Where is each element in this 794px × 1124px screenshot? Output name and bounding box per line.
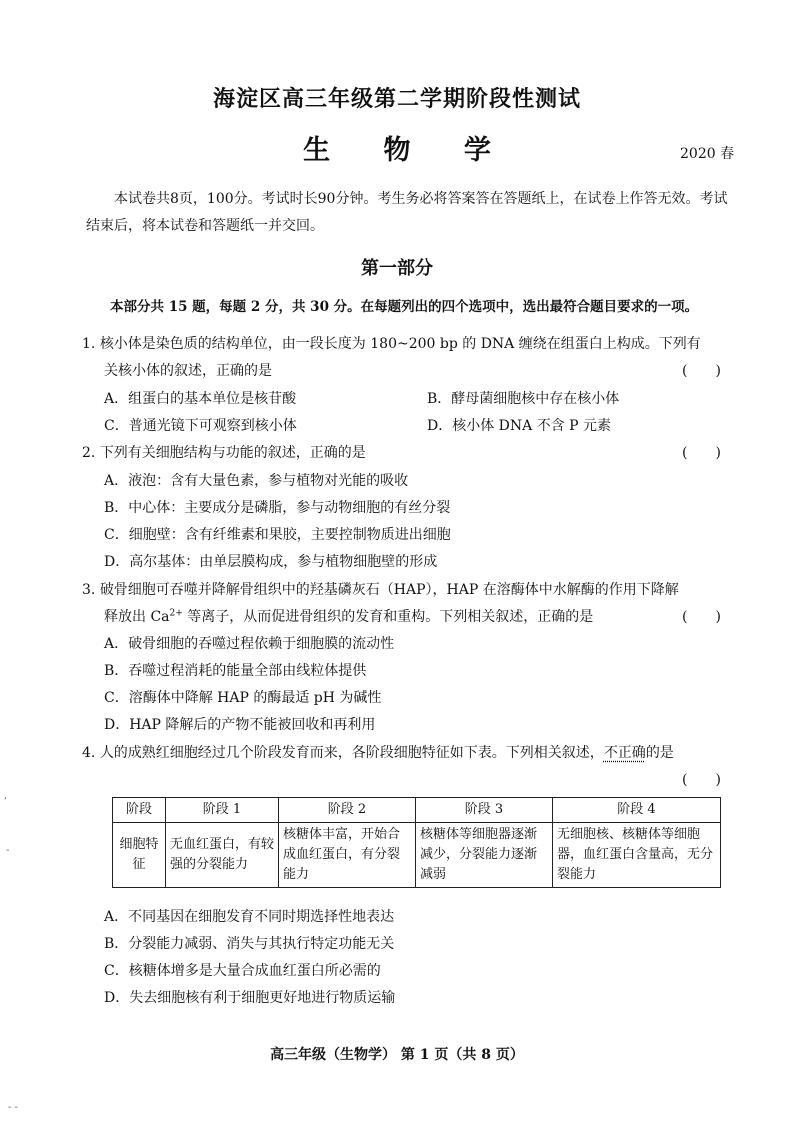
emphasis-text: 不正确 xyxy=(603,745,646,761)
table-header: 阶段 2 xyxy=(279,798,416,823)
question-text: 核小体是染色质的结构单位，由一段长度为 180~200 bp 的 DNA 缠绕在组蛋白上构成。下列有 xyxy=(99,336,701,352)
question-1-stem-line2: 关核小体的叙述，正确的是 xyxy=(104,363,272,379)
table-row xyxy=(113,823,721,888)
question-text: 人的成熟红细胞经过几个阶段发育而来，各阶段细胞特征如下表。下列相关叙述， xyxy=(99,745,604,761)
question-4-option-b: B．分裂能力减弱、消失与其执行特定功能无关 xyxy=(104,936,395,952)
question-text: 等离子，从而促进骨组织的发育和重构。下列相关叙述，正确的是 xyxy=(182,609,594,625)
question-number: 4. xyxy=(82,745,96,761)
subject-title: 生 物 学 xyxy=(303,135,513,166)
question-3-option-b: B．吞噬过程消耗的能量全部由线粒体提供 xyxy=(104,663,367,679)
scan-mark: , xyxy=(4,790,8,801)
question-1-option-d: D．核小体 DNA 不含 P 元素 xyxy=(427,418,612,434)
question-1-option-a: A．组蛋白的基本单位是核苷酸 xyxy=(104,391,297,407)
superscript-charge: 2+ xyxy=(169,608,183,619)
question-4-option-d: D．失去细胞核有利于细胞更好地进行物质运输 xyxy=(104,990,396,1006)
table-header: 阶段 4 xyxy=(553,798,721,823)
answer-paren: ( ) xyxy=(682,363,721,379)
question-text: 下列有关细胞结构与功能的叙述，正确的是 xyxy=(99,445,366,461)
exam-intro: 本试卷共8页，100分。考试时长90分钟。考生务必将答案答在答题纸上，在试卷上作答无效。考试结束后，将本试卷和答题纸一并交回。 xyxy=(86,191,728,234)
question-3-option-a: A．破骨细胞的吞噬过程依赖于细胞膜的流动性 xyxy=(104,636,395,652)
answer-paren: ( ) xyxy=(682,609,721,625)
table-header-row xyxy=(113,798,721,823)
question-2-option-c: C．细胞壁：含有纤维素和果胶，主要控制物质进出细胞 xyxy=(104,527,451,543)
question-1-option-c: C．普通光镜下可观察到核小体 xyxy=(104,418,297,434)
table-cell: 无细胞核、核糖体等细胞器，血红蛋白含量高，无分裂能力 xyxy=(553,823,721,888)
scan-mark: - - xyxy=(8,1102,18,1113)
question-4-stem xyxy=(82,742,674,762)
table-cell: 核糖体丰富，开始合成血红蛋白，有分裂能力 xyxy=(279,823,416,888)
table-cell: 核糖体等细胞器逐渐减少，分裂能力逐渐减弱 xyxy=(416,823,553,888)
question-2-option-d: D．高尔基体：由单层膜构成，参与植物细胞壁的形成 xyxy=(104,554,438,570)
part-instructions: 本部分共 15 题，每题 2 分，共 30 分。在每题列出的四个选项中，选出最符合题目要求的一项。 xyxy=(110,299,699,315)
exam-title: 海淀区高三年级第二学期阶段性测试 xyxy=(212,86,581,112)
question-text: 释放出 Ca xyxy=(104,609,170,625)
page-footer: 高三年级（生物学） 第 1 页（共 8 页） xyxy=(270,1047,524,1063)
question-2-option-b: B．中心体：主要成分是磷脂，参与动物细胞的有丝分裂 xyxy=(104,500,451,516)
question-3-option-c: C．溶酶体中降解 HAP 的酶最适 pH 为碱性 xyxy=(104,690,382,706)
exam-year: 2020 春 xyxy=(680,146,735,162)
question-number: 2. xyxy=(82,445,96,461)
table-header: 阶段 3 xyxy=(416,798,553,823)
question-text: 破骨细胞可吞噬并降解骨组织中的羟基磷灰石（HAP），HAP 在溶酶体中水解酶的作用下降解 xyxy=(99,582,679,598)
question-2-option-a: A．液泡：含有大量色素，参与植物对光能的吸收 xyxy=(104,473,409,489)
question-number: 3. xyxy=(82,582,96,598)
table-row-label: 细胞特征 xyxy=(113,823,166,888)
question-3-stem-line2 xyxy=(104,606,593,626)
question-number: 1. xyxy=(82,336,96,352)
question-3-option-d: D．HAP 降解后的产物不能被回收和再利用 xyxy=(104,717,376,733)
question-2-stem xyxy=(82,442,366,462)
question-3-stem-line1 xyxy=(82,579,679,599)
scan-mark: - xyxy=(6,845,10,856)
question-4-option-a: A．不同基因在细胞发育不同时期选择性地表达 xyxy=(104,909,395,925)
question-4-option-c: C．核糖体增多是大量合成血红蛋白所必需的 xyxy=(104,963,381,979)
cell-stage-table xyxy=(112,797,721,888)
table-header: 阶段 xyxy=(113,798,166,823)
answer-paren: ( ) xyxy=(682,772,721,788)
question-text: 的是 xyxy=(645,745,674,761)
table-header: 阶段 1 xyxy=(166,798,279,823)
part-title: 第一部分 xyxy=(361,258,433,279)
question-1-stem-line1 xyxy=(82,333,701,353)
question-1-option-b: B．酵母菌细胞核中存在核小体 xyxy=(427,391,620,407)
answer-paren: ( ) xyxy=(682,445,721,461)
table-cell: 无血红蛋白，有较强的分裂能力 xyxy=(166,823,279,888)
